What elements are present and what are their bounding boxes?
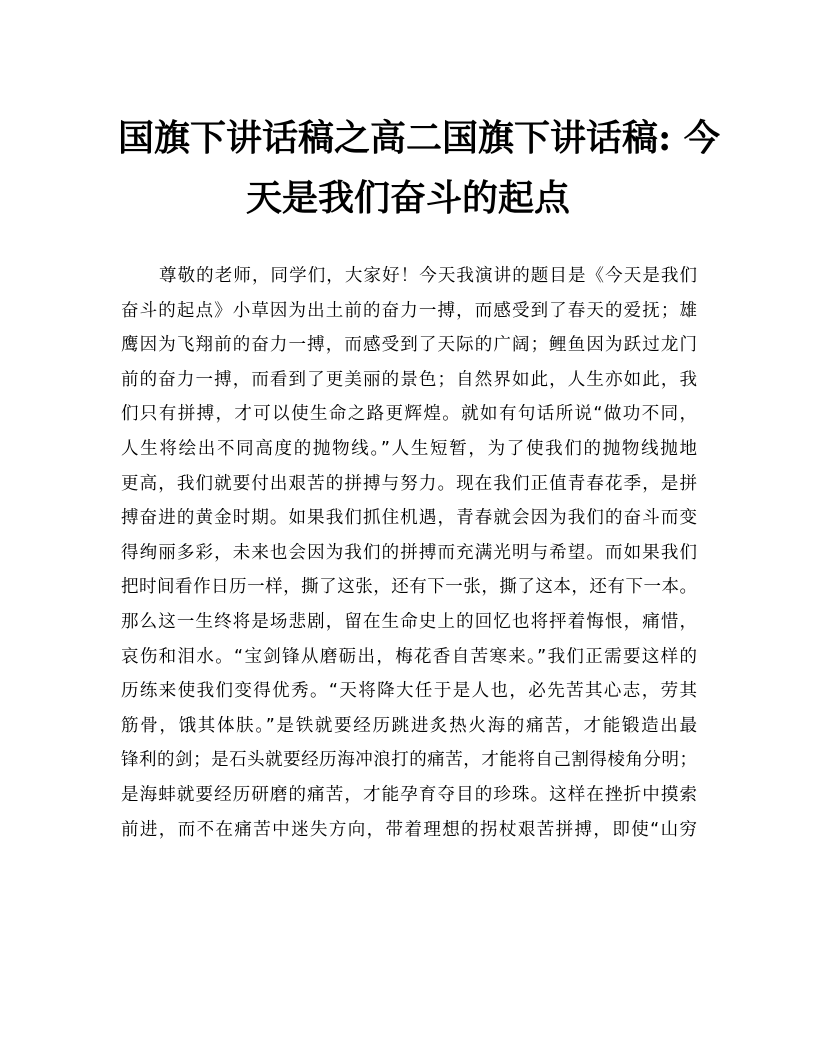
body-line: 鹰因为飞翔前的奋力一搏，而感受到了天际的广阔；鲤鱼因为跃过龙门 xyxy=(121,335,697,356)
body-line: 锋利的剑；是石头就要经历海冲浪打的痛苦，才能将自己割得棱角分明； xyxy=(121,750,697,771)
body-line: 历练来使我们变得优秀。“天将降大任于是人也，必先苦其心志，劳其 xyxy=(121,681,697,702)
body-line: 奋斗的起点》小草因为出土前的奋力一搏，而感受到了春天的爱抚；雄 xyxy=(121,300,697,321)
title-line-2: 天是我们奋斗的起点 xyxy=(245,177,570,219)
body-line: 是海蚌就要经历研磨的痛苦，才能孕育夺目的珍珠。这样在挫折中摸索 xyxy=(121,784,697,805)
body-line: 前进，而不在痛苦中迷失方向，带着理想的拐杖艰苦拼搏，即使“山穷 xyxy=(121,819,697,840)
body-line: 那么这一生终将是场悲剧，留在生命史上的回忆也将抨着悔恨，痛惜， xyxy=(121,611,697,632)
body-line: 搏奋进的黄金时期。如果我们抓住机遇，青春就会因为我们的奋斗而变 xyxy=(121,508,697,529)
body-line: 前的奋力一搏，而看到了更美丽的景色；自然界如此，人生亦如此，我 xyxy=(121,369,697,390)
body-paragraph xyxy=(121,259,697,847)
body-line: 尊敬的老师，同学们，大家好！今天我演讲的题目是《今天是我们 xyxy=(159,266,697,286)
body-line: 得绚丽多彩，未来也会因为我们的拼搏而充满光明与希望。而如果我们 xyxy=(121,542,697,563)
body-line: 更高，我们就要付出艰苦的拼搏与努力。现在我们正值青春花季，是拼 xyxy=(121,473,697,494)
title-line-1: 国旗下讲话稿之高二国旗下讲话稿: 今 xyxy=(118,117,720,159)
body-line: 筋骨，饿其体肤。”是铁就要经历跳进炙热火海的痛苦，才能锻造出最 xyxy=(121,715,697,736)
body-line: 们只有拼搏，才可以使生命之路更辉煌。就如有句话所说“做功不同， xyxy=(121,404,697,425)
page-title xyxy=(118,108,720,228)
body-line: 哀伤和泪水。“宝剑锋从磨砺出，梅花香自苦寒来。”我们正需要这样的 xyxy=(121,646,697,667)
body-line: 人生将绘出不同高度的抛物线。”人生短暂，为了使我们的抛物线抛地 xyxy=(121,438,697,459)
body-line: 把时间看作日历一样，撕了这张，还有下一张，撕了这本，还有下一本。 xyxy=(121,577,697,598)
